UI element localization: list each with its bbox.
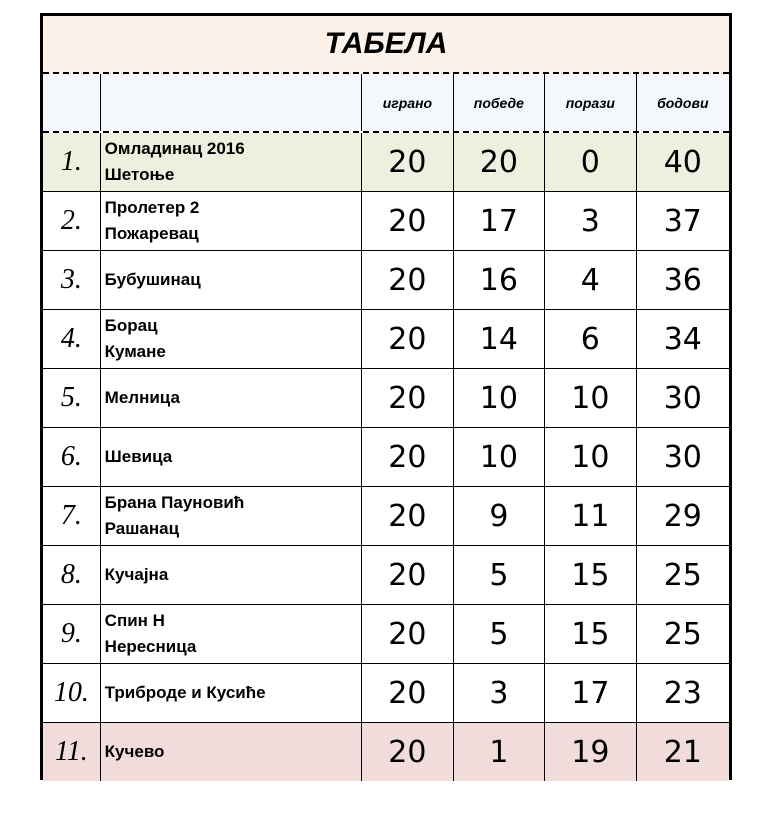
header-team-cell xyxy=(101,74,362,131)
rank-cell xyxy=(43,428,101,486)
losses-cell xyxy=(545,369,636,427)
rank-cell xyxy=(43,133,101,191)
played-cell xyxy=(362,310,453,368)
wins-value: 16 xyxy=(479,262,518,298)
table-row xyxy=(43,369,729,428)
team-name xyxy=(105,739,165,765)
points-value: 25 xyxy=(663,557,702,593)
losses-value: 4 xyxy=(580,262,600,298)
table-row xyxy=(43,605,729,664)
rank-label: 4. xyxy=(60,323,82,354)
rank-label: 6. xyxy=(60,441,82,472)
wins-cell xyxy=(454,428,545,486)
losses-value: 15 xyxy=(571,557,610,593)
standings-table xyxy=(40,13,732,780)
header-played: играно xyxy=(362,74,453,131)
wins-cell xyxy=(454,487,545,545)
losses-cell xyxy=(545,723,636,781)
played-value: 20 xyxy=(388,498,427,534)
team-name-line1: Мелница xyxy=(104,388,180,407)
wins-cell xyxy=(454,369,545,427)
team-name-line1: Борац xyxy=(104,316,158,335)
played-cell xyxy=(362,192,453,250)
played-cell xyxy=(362,369,453,427)
team-name-line2: Кумане xyxy=(104,342,166,361)
table-row xyxy=(43,664,729,723)
team-name xyxy=(105,195,200,247)
points-value: 23 xyxy=(663,675,702,711)
points-cell xyxy=(637,664,729,722)
played-cell xyxy=(362,133,453,191)
losses-cell xyxy=(545,310,636,368)
losses-value: 15 xyxy=(571,616,610,652)
points-value: 21 xyxy=(663,734,702,770)
team-name xyxy=(105,267,201,293)
header-row xyxy=(43,74,729,133)
losses-value: 0 xyxy=(580,144,600,180)
team-cell xyxy=(101,723,362,781)
rank-cell xyxy=(43,664,101,722)
points-cell xyxy=(637,251,729,309)
wins-cell xyxy=(454,192,545,250)
team-name xyxy=(105,608,197,660)
wins-value: 10 xyxy=(479,380,518,416)
team-name xyxy=(105,385,180,411)
rank-label: 9. xyxy=(60,618,82,649)
team-name-line2: Рашанац xyxy=(104,519,180,538)
team-cell xyxy=(101,664,362,722)
played-cell xyxy=(362,487,453,545)
rank-cell xyxy=(43,605,101,663)
team-name xyxy=(105,136,245,188)
played-value: 20 xyxy=(388,675,427,711)
team-name-line1: Бубушинац xyxy=(104,270,201,289)
wins-cell xyxy=(454,664,545,722)
team-cell xyxy=(101,605,362,663)
points-value: 40 xyxy=(663,144,702,180)
table-row xyxy=(43,310,729,369)
losses-cell xyxy=(545,251,636,309)
team-cell xyxy=(101,133,362,191)
team-cell xyxy=(101,310,362,368)
rank-cell xyxy=(43,251,101,309)
rank-cell xyxy=(43,487,101,545)
table-row xyxy=(43,723,729,781)
losses-value: 11 xyxy=(571,498,610,534)
team-name xyxy=(105,313,166,365)
points-cell xyxy=(637,133,729,191)
rank-label: 8. xyxy=(60,559,82,590)
team-name xyxy=(105,490,245,542)
rank-label: 10. xyxy=(53,677,89,708)
team-cell xyxy=(101,487,362,545)
wins-value: 10 xyxy=(479,439,518,475)
losses-value: 10 xyxy=(571,380,610,416)
rank-cell xyxy=(43,369,101,427)
team-cell xyxy=(101,428,362,486)
points-cell xyxy=(637,546,729,604)
losses-cell xyxy=(545,487,636,545)
losses-cell xyxy=(545,192,636,250)
points-cell xyxy=(637,310,729,368)
rank-label: 2. xyxy=(60,205,82,236)
team-name-line1: Пролетер 2 xyxy=(104,198,200,217)
team-name xyxy=(105,444,173,470)
losses-cell xyxy=(545,546,636,604)
wins-cell xyxy=(454,723,545,781)
wins-value: 9 xyxy=(489,498,509,534)
played-value: 20 xyxy=(388,439,427,475)
wins-value: 5 xyxy=(489,616,509,652)
team-cell xyxy=(101,369,362,427)
losses-cell xyxy=(545,605,636,663)
points-value: 30 xyxy=(663,380,702,416)
played-cell xyxy=(362,428,453,486)
rank-cell xyxy=(43,723,101,781)
played-cell xyxy=(362,251,453,309)
played-cell xyxy=(362,546,453,604)
losses-value: 17 xyxy=(571,675,610,711)
points-cell xyxy=(637,369,729,427)
team-name-line1: Спин Н xyxy=(104,611,165,630)
points-value: 25 xyxy=(663,616,702,652)
points-cell xyxy=(637,192,729,250)
points-value: 29 xyxy=(663,498,702,534)
wins-value: 20 xyxy=(479,144,518,180)
played-value: 20 xyxy=(388,321,427,357)
wins-value: 1 xyxy=(489,734,509,770)
team-name xyxy=(105,562,169,588)
header-wins: победе xyxy=(454,74,545,131)
wins-cell xyxy=(454,251,545,309)
team-name-line1: Шевица xyxy=(104,447,173,466)
team-name xyxy=(105,680,266,706)
table-row xyxy=(43,428,729,487)
team-name-line1: Кучево xyxy=(104,742,165,761)
rank-label: 7. xyxy=(60,500,82,531)
team-name-line2: Нересница xyxy=(104,637,197,656)
table-row xyxy=(43,192,729,251)
wins-value: 14 xyxy=(479,321,518,357)
played-value: 20 xyxy=(388,262,427,298)
points-value: 34 xyxy=(663,321,702,357)
rank-label: 3. xyxy=(60,264,82,295)
losses-value: 3 xyxy=(580,203,600,239)
played-cell xyxy=(362,723,453,781)
table-title: ТАБЕЛА xyxy=(324,27,448,60)
rank-label: 1. xyxy=(60,146,82,177)
played-value: 20 xyxy=(388,616,427,652)
team-cell xyxy=(101,251,362,309)
table-row xyxy=(43,487,729,546)
table-row xyxy=(43,133,729,192)
losses-cell xyxy=(545,428,636,486)
losses-cell xyxy=(545,664,636,722)
rank-cell xyxy=(43,192,101,250)
points-cell xyxy=(637,605,729,663)
losses-value: 19 xyxy=(571,734,610,770)
table-row xyxy=(43,546,729,605)
wins-cell xyxy=(454,605,545,663)
played-value: 20 xyxy=(388,144,427,180)
wins-value: 3 xyxy=(489,675,509,711)
header-rank-cell xyxy=(43,74,101,131)
team-name-line1: Брана Пауновић xyxy=(104,493,245,512)
played-value: 20 xyxy=(388,203,427,239)
wins-cell xyxy=(454,546,545,604)
played-cell xyxy=(362,605,453,663)
losses-value: 10 xyxy=(571,439,610,475)
played-value: 20 xyxy=(388,734,427,770)
table-body xyxy=(43,133,729,781)
wins-value: 5 xyxy=(489,557,509,593)
team-cell xyxy=(101,546,362,604)
wins-cell xyxy=(454,133,545,191)
team-name-line2: Шетоње xyxy=(104,165,175,184)
table-row xyxy=(43,251,729,310)
points-value: 36 xyxy=(663,262,702,298)
team-name-line1: Омладинац 2016 xyxy=(104,139,245,158)
points-value: 37 xyxy=(663,203,702,239)
points-cell xyxy=(637,428,729,486)
wins-cell xyxy=(454,310,545,368)
played-cell xyxy=(362,664,453,722)
rank-label: 5. xyxy=(60,382,82,413)
team-cell xyxy=(101,192,362,250)
rank-cell xyxy=(43,310,101,368)
wins-value: 17 xyxy=(479,203,518,239)
team-name-line1: Триброде и Кусиће xyxy=(104,683,266,702)
points-value: 30 xyxy=(663,439,702,475)
losses-value: 6 xyxy=(580,321,600,357)
table-title-row xyxy=(43,16,729,74)
played-value: 20 xyxy=(388,380,427,416)
rank-label: 11. xyxy=(54,736,88,767)
team-name-line1: Кучајна xyxy=(104,565,169,584)
losses-cell xyxy=(545,133,636,191)
team-name-line2: Пожаревац xyxy=(104,224,199,243)
played-value: 20 xyxy=(388,557,427,593)
points-cell xyxy=(637,487,729,545)
header-losses: порази xyxy=(545,74,636,131)
points-cell xyxy=(637,723,729,781)
rank-cell xyxy=(43,546,101,604)
header-points: бодови xyxy=(637,74,729,131)
